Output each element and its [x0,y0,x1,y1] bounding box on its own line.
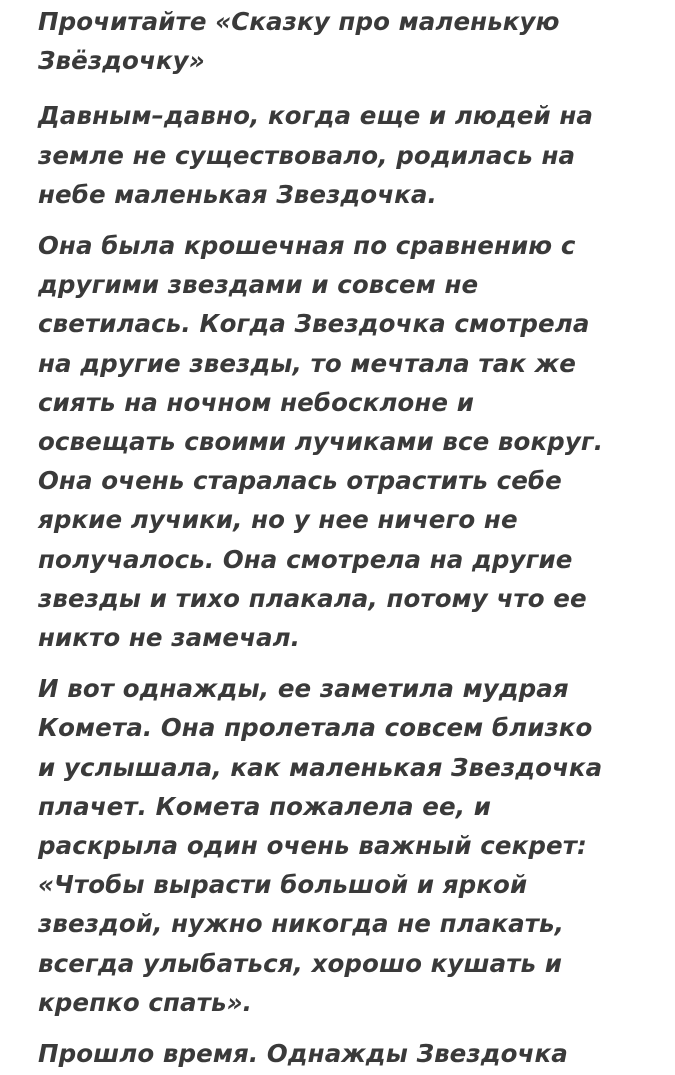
text-line: Она очень старалась отрастить себе [38,466,562,496]
text-line: Прошло время. Однажды Звездочка [38,1039,568,1069]
text-line: яркие лучики, но у нее ничего не [38,505,518,535]
text-line: крепко спать». [38,987,253,1017]
text-line: плачет. Комета пожалела ее, и [38,791,492,821]
text-line: и услышала, как маленькая Звездочка [38,752,603,782]
text-line: получалось. Она смотрела на другие [38,544,573,574]
text-line: другими звездами и совсем не [38,270,479,300]
text-line: сиять на ночном небосклоне и [38,387,474,417]
text-line: всегда улыбаться, хорошо кушать и [38,948,563,978]
paragraph-4 [38,1034,638,1073]
paragraph-2 [38,226,638,657]
article-body [38,2,638,1075]
text-line: Давным–давно, когда еще и людей на [38,101,594,131]
article-title [38,2,638,80]
text-line: «Чтобы вырасти большой и яркой [38,870,528,900]
paragraph-1 [38,96,638,214]
text-line: раскрыла один очень важный секрет: [38,831,587,861]
paragraph-3 [38,669,638,1022]
text-line: светилась. Когда Звездочка смотрела [38,309,590,339]
text-line: никто не замечал. [38,623,301,653]
text-line: звезды и тихо плакала, потому что ее [38,583,587,613]
text-line: земле не существовало, родилась на [38,140,576,170]
text-line: освещать своими лучиками все вокруг. [38,427,604,457]
text-line: небе маленькая Звездочка. [38,179,437,209]
text-line: Комета. Она пролетала совсем близко [38,713,593,743]
text-line: звездой, нужно никогда не плакать, [38,909,565,939]
title-line: Прочитайте «Сказку про маленькую [38,7,560,36]
text-line: на другие звезды, то мечтала так же [38,348,576,378]
text-line: И вот однажды, ее заметила мудрая [38,674,569,704]
title-line: Звёздочку» [38,46,205,76]
text-line: Она была крошечная по сравнению с [38,231,576,261]
